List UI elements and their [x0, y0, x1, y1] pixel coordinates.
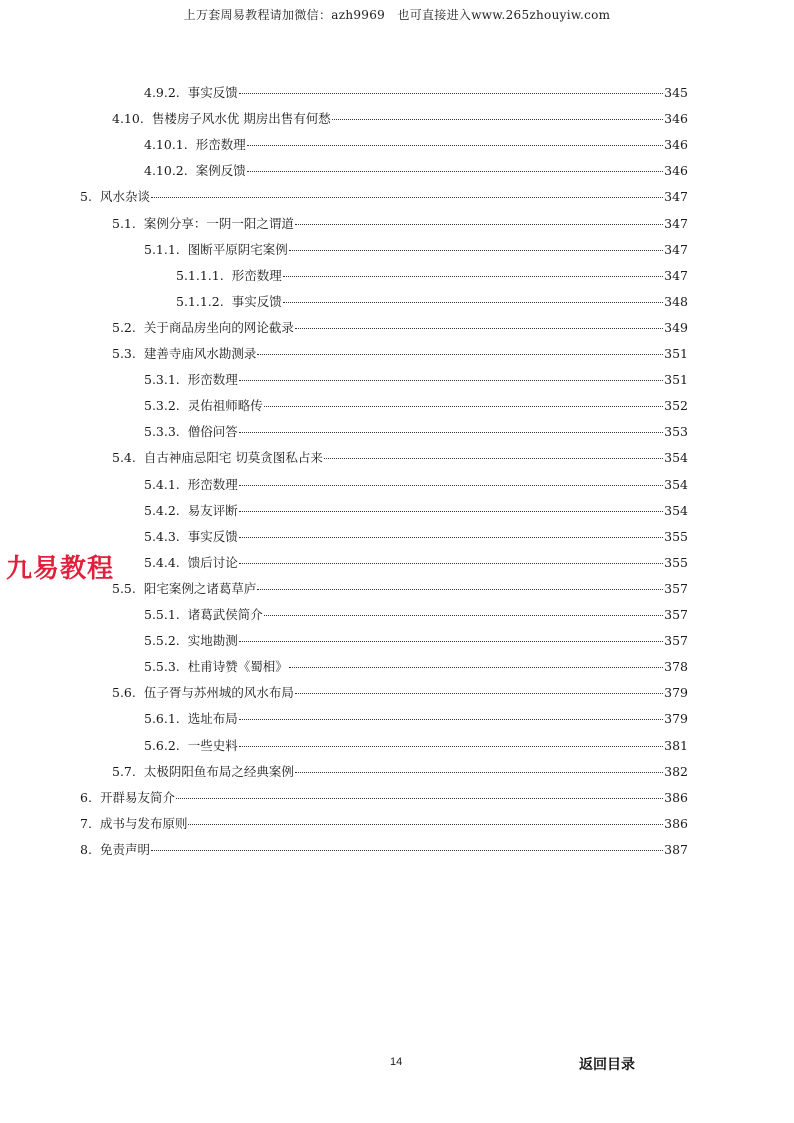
toc-entry-page: 382 [664, 763, 688, 779]
toc-entry-number: 4.9.2. [144, 85, 180, 100]
toc-entry[interactable] [144, 737, 688, 755]
toc-entry-title: 自古神庙忌阳宅 切莫贪图私占来 [143, 450, 323, 466]
toc-entry[interactable] [112, 684, 688, 702]
toc-entry[interactable] [112, 319, 688, 337]
toc-entry-number: 5.5.2. [144, 633, 180, 649]
toc-entry[interactable] [144, 658, 688, 676]
toc-entry[interactable] [144, 397, 688, 415]
toc-entry-number: 6. [80, 789, 92, 805]
toc-entry-number: 5.1. [112, 215, 136, 231]
toc-entry-title: 开群易友简介 [99, 789, 175, 805]
toc-entry-number: 5.4.1. [144, 476, 180, 492]
toc-entry-number: 5.5.3. [144, 659, 180, 675]
toc-entry-page: 354 [664, 502, 688, 518]
toc-entry-page: 354 [664, 476, 688, 492]
toc-dot-leader [239, 746, 663, 747]
toc-dot-leader [239, 719, 663, 720]
toc-entry[interactable] [144, 371, 688, 389]
toc-dot-leader [332, 119, 663, 120]
toc-entry[interactable] [112, 345, 688, 363]
toc-entry-title: 实地勘测 [187, 633, 238, 649]
toc-entry-number: 4.10.2. [144, 163, 188, 179]
toc-entry-number: 5.1.1.1. [176, 267, 224, 283]
toc-entry-number: 5.5.1. [144, 607, 180, 622]
toc-dot-leader [264, 406, 663, 407]
toc-entry-page: 345 [664, 85, 688, 100]
toc-entry[interactable] [80, 815, 688, 833]
toc-entry[interactable] [176, 267, 688, 285]
toc-entry-number: 5.4. [112, 450, 136, 466]
toc-entry-page: 357 [664, 580, 688, 596]
toc-dot-leader [295, 693, 663, 694]
back-to-contents-link[interactable]: 返回目录 [579, 1057, 635, 1073]
toc-dot-leader [295, 328, 663, 329]
toc-dot-leader [239, 511, 663, 512]
toc-dot-leader [188, 824, 663, 825]
toc-dot-leader [239, 380, 663, 381]
toc-entry-title: 易友评断 [187, 502, 238, 518]
toc-entry[interactable] [80, 841, 688, 859]
toc-dot-leader [247, 145, 663, 146]
toc-entry[interactable] [176, 293, 688, 311]
toc-dot-leader [289, 667, 663, 668]
toc-entry-number: 5.4.3. [144, 528, 180, 544]
toc-entry-title: 形峦数理 [187, 476, 238, 492]
toc-entry-number: 5.4.2. [144, 502, 180, 518]
toc-entry-page: 355 [664, 554, 688, 570]
toc-dot-leader [283, 276, 663, 277]
toc-dot-leader [239, 563, 663, 564]
toc-dot-leader [295, 772, 663, 773]
toc-entry[interactable] [80, 188, 688, 206]
toc-dot-leader [257, 354, 663, 355]
toc-entry-number: 5.4.4. [144, 554, 180, 570]
toc-entry-number: 5.3.1. [144, 372, 180, 388]
toc-entry-page: 351 [664, 372, 688, 388]
toc-entry-number: 5.6.1. [144, 711, 180, 727]
toc-entry-number: 5. [80, 189, 92, 205]
toc-entry-title: 售楼房子风水优 期房出售有何愁 [151, 111, 331, 127]
page-number: 14 [390, 1056, 403, 1068]
toc-entry-title: 免责声明 [99, 841, 150, 857]
toc-entry[interactable] [80, 789, 688, 807]
toc-dot-leader [257, 589, 663, 590]
toc-entry-title: 图断平原阴宅案例 [187, 241, 288, 257]
toc-entry-page: 353 [664, 424, 688, 440]
toc-entry-title: 杜甫诗赞《蜀相》 [187, 659, 288, 675]
toc-entry[interactable] [144, 632, 688, 650]
toc-entry-title: 风水杂谈 [99, 189, 150, 205]
toc-entry-number: 4.10.1. [144, 137, 188, 153]
toc-entry-page: 346 [664, 111, 688, 127]
toc-entry-page: 386 [664, 789, 688, 805]
toc-dot-leader [247, 171, 663, 172]
toc-entry-title: 选址布局 [187, 711, 238, 727]
toc-entry[interactable] [112, 215, 688, 233]
toc-entry[interactable] [144, 554, 688, 572]
toc-dot-leader [295, 224, 663, 225]
watermark-logo: 九易教程 [6, 554, 115, 584]
toc-entry-page: 379 [664, 711, 688, 727]
toc-entry-title: 形峦数理 [195, 137, 246, 153]
toc-entry-number: 5.2. [112, 319, 136, 335]
toc-entry-title: 成书与发布原则 [99, 815, 188, 831]
toc-entry[interactable] [144, 423, 688, 441]
page-header: 上万套周易教程请加微信：azh9969 也可直接进入www.265zhouyiw.com [183, 8, 611, 22]
toc-entry-page: 348 [664, 293, 688, 309]
toc-entry[interactable] [144, 84, 688, 102]
toc-entry-number: 5.5. [112, 580, 136, 596]
toc-dot-leader [324, 458, 663, 459]
toc-entry-number: 5.3.2. [144, 398, 180, 414]
toc-entry-number: 5.3. [112, 346, 136, 361]
toc-entry-page: 381 [664, 737, 688, 753]
toc-entry[interactable] [144, 710, 688, 728]
toc-entry-title: 案例分享：一阴一阳之谓道 [143, 215, 294, 231]
toc-entry-title: 太极阴阳鱼布局之经典案例 [143, 763, 294, 779]
toc-entry-page: 349 [664, 319, 688, 335]
toc-entry-title: 伍子胥与苏州城的风水布局 [143, 685, 294, 701]
toc-entry[interactable] [112, 580, 688, 598]
toc-entry-title: 形峦数理 [187, 372, 238, 388]
toc-entry-number: 7. [80, 815, 92, 831]
toc-entry-page: 347 [664, 189, 688, 205]
toc-entry[interactable] [144, 162, 688, 180]
toc-entry-page: 351 [664, 346, 688, 361]
toc-entry-number: 5.7. [112, 763, 136, 779]
toc-entry-number: 8. [80, 841, 92, 857]
toc-entry-title: 事实反馈 [231, 293, 282, 309]
toc-dot-leader [283, 302, 663, 303]
toc-entry[interactable] [144, 476, 688, 494]
toc-entry-number: 4.10. [112, 111, 144, 127]
toc-entry-number: 5.6. [112, 685, 136, 701]
toc-entry-page: 378 [664, 659, 688, 675]
toc-dot-leader [239, 537, 663, 538]
toc-entry[interactable] [144, 136, 688, 154]
toc-entry-number: 5.1.1. [144, 241, 180, 257]
toc-entry-page: 347 [664, 215, 688, 231]
toc-entry-number: 5.3.3. [144, 424, 180, 440]
toc-entry[interactable] [112, 449, 688, 467]
toc-dot-leader [151, 197, 663, 198]
toc-entry-title: 灵佑祖师略传 [187, 398, 263, 414]
toc-entry[interactable] [144, 241, 688, 259]
toc-dot-leader [239, 432, 663, 433]
toc-entry-number: 5.1.1.2. [176, 293, 224, 309]
toc-dot-leader [264, 615, 663, 616]
toc-entry-page: 357 [664, 633, 688, 649]
toc-entry[interactable] [144, 528, 688, 546]
toc-dot-leader [151, 850, 663, 851]
toc-entry-title: 形峦数理 [231, 267, 282, 283]
toc-entry-page: 347 [664, 267, 688, 283]
toc-entry-page: 387 [664, 841, 688, 857]
toc-entry-title: 关于商品房坐向的网论截录 [143, 319, 294, 335]
toc-entry-page: 354 [664, 450, 688, 466]
toc-entry-number: 5.6.2. [144, 737, 180, 753]
toc-entry[interactable] [144, 606, 688, 624]
toc-entry[interactable] [144, 502, 688, 520]
toc-entry-page: 357 [664, 607, 688, 622]
toc-entry-title: 事实反馈 [187, 528, 238, 544]
toc-entry-page: 386 [664, 815, 688, 831]
toc-dot-leader [239, 93, 663, 94]
toc-entry-title: 僧俗问答 [187, 424, 238, 440]
toc-entry-title: 建善寺庙风水勘测录 [143, 346, 257, 361]
toc-entry-title: 一些史料 [187, 737, 238, 753]
toc-dot-leader [176, 798, 663, 799]
toc-dot-leader [239, 641, 663, 642]
toc-entry-title: 事实反馈 [187, 85, 238, 100]
toc-dot-leader [289, 250, 663, 251]
toc-entry-title: 馈后讨论 [187, 554, 238, 570]
toc-entry-title: 诸葛武侯简介 [187, 607, 263, 622]
toc-entry-page: 346 [664, 163, 688, 179]
toc-entry-page: 346 [664, 137, 688, 153]
toc-dot-leader [239, 485, 663, 486]
toc-entry[interactable] [112, 763, 688, 781]
toc-entry[interactable] [112, 110, 688, 128]
toc-entry-page: 347 [664, 241, 688, 257]
toc-entry-title: 案例反馈 [195, 163, 246, 179]
toc-entry-title: 阳宅案例之诸葛草庐 [143, 580, 257, 596]
toc-entry-page: 379 [664, 685, 688, 701]
toc-entry-page: 355 [664, 528, 688, 544]
toc-entry-page: 352 [664, 398, 688, 414]
